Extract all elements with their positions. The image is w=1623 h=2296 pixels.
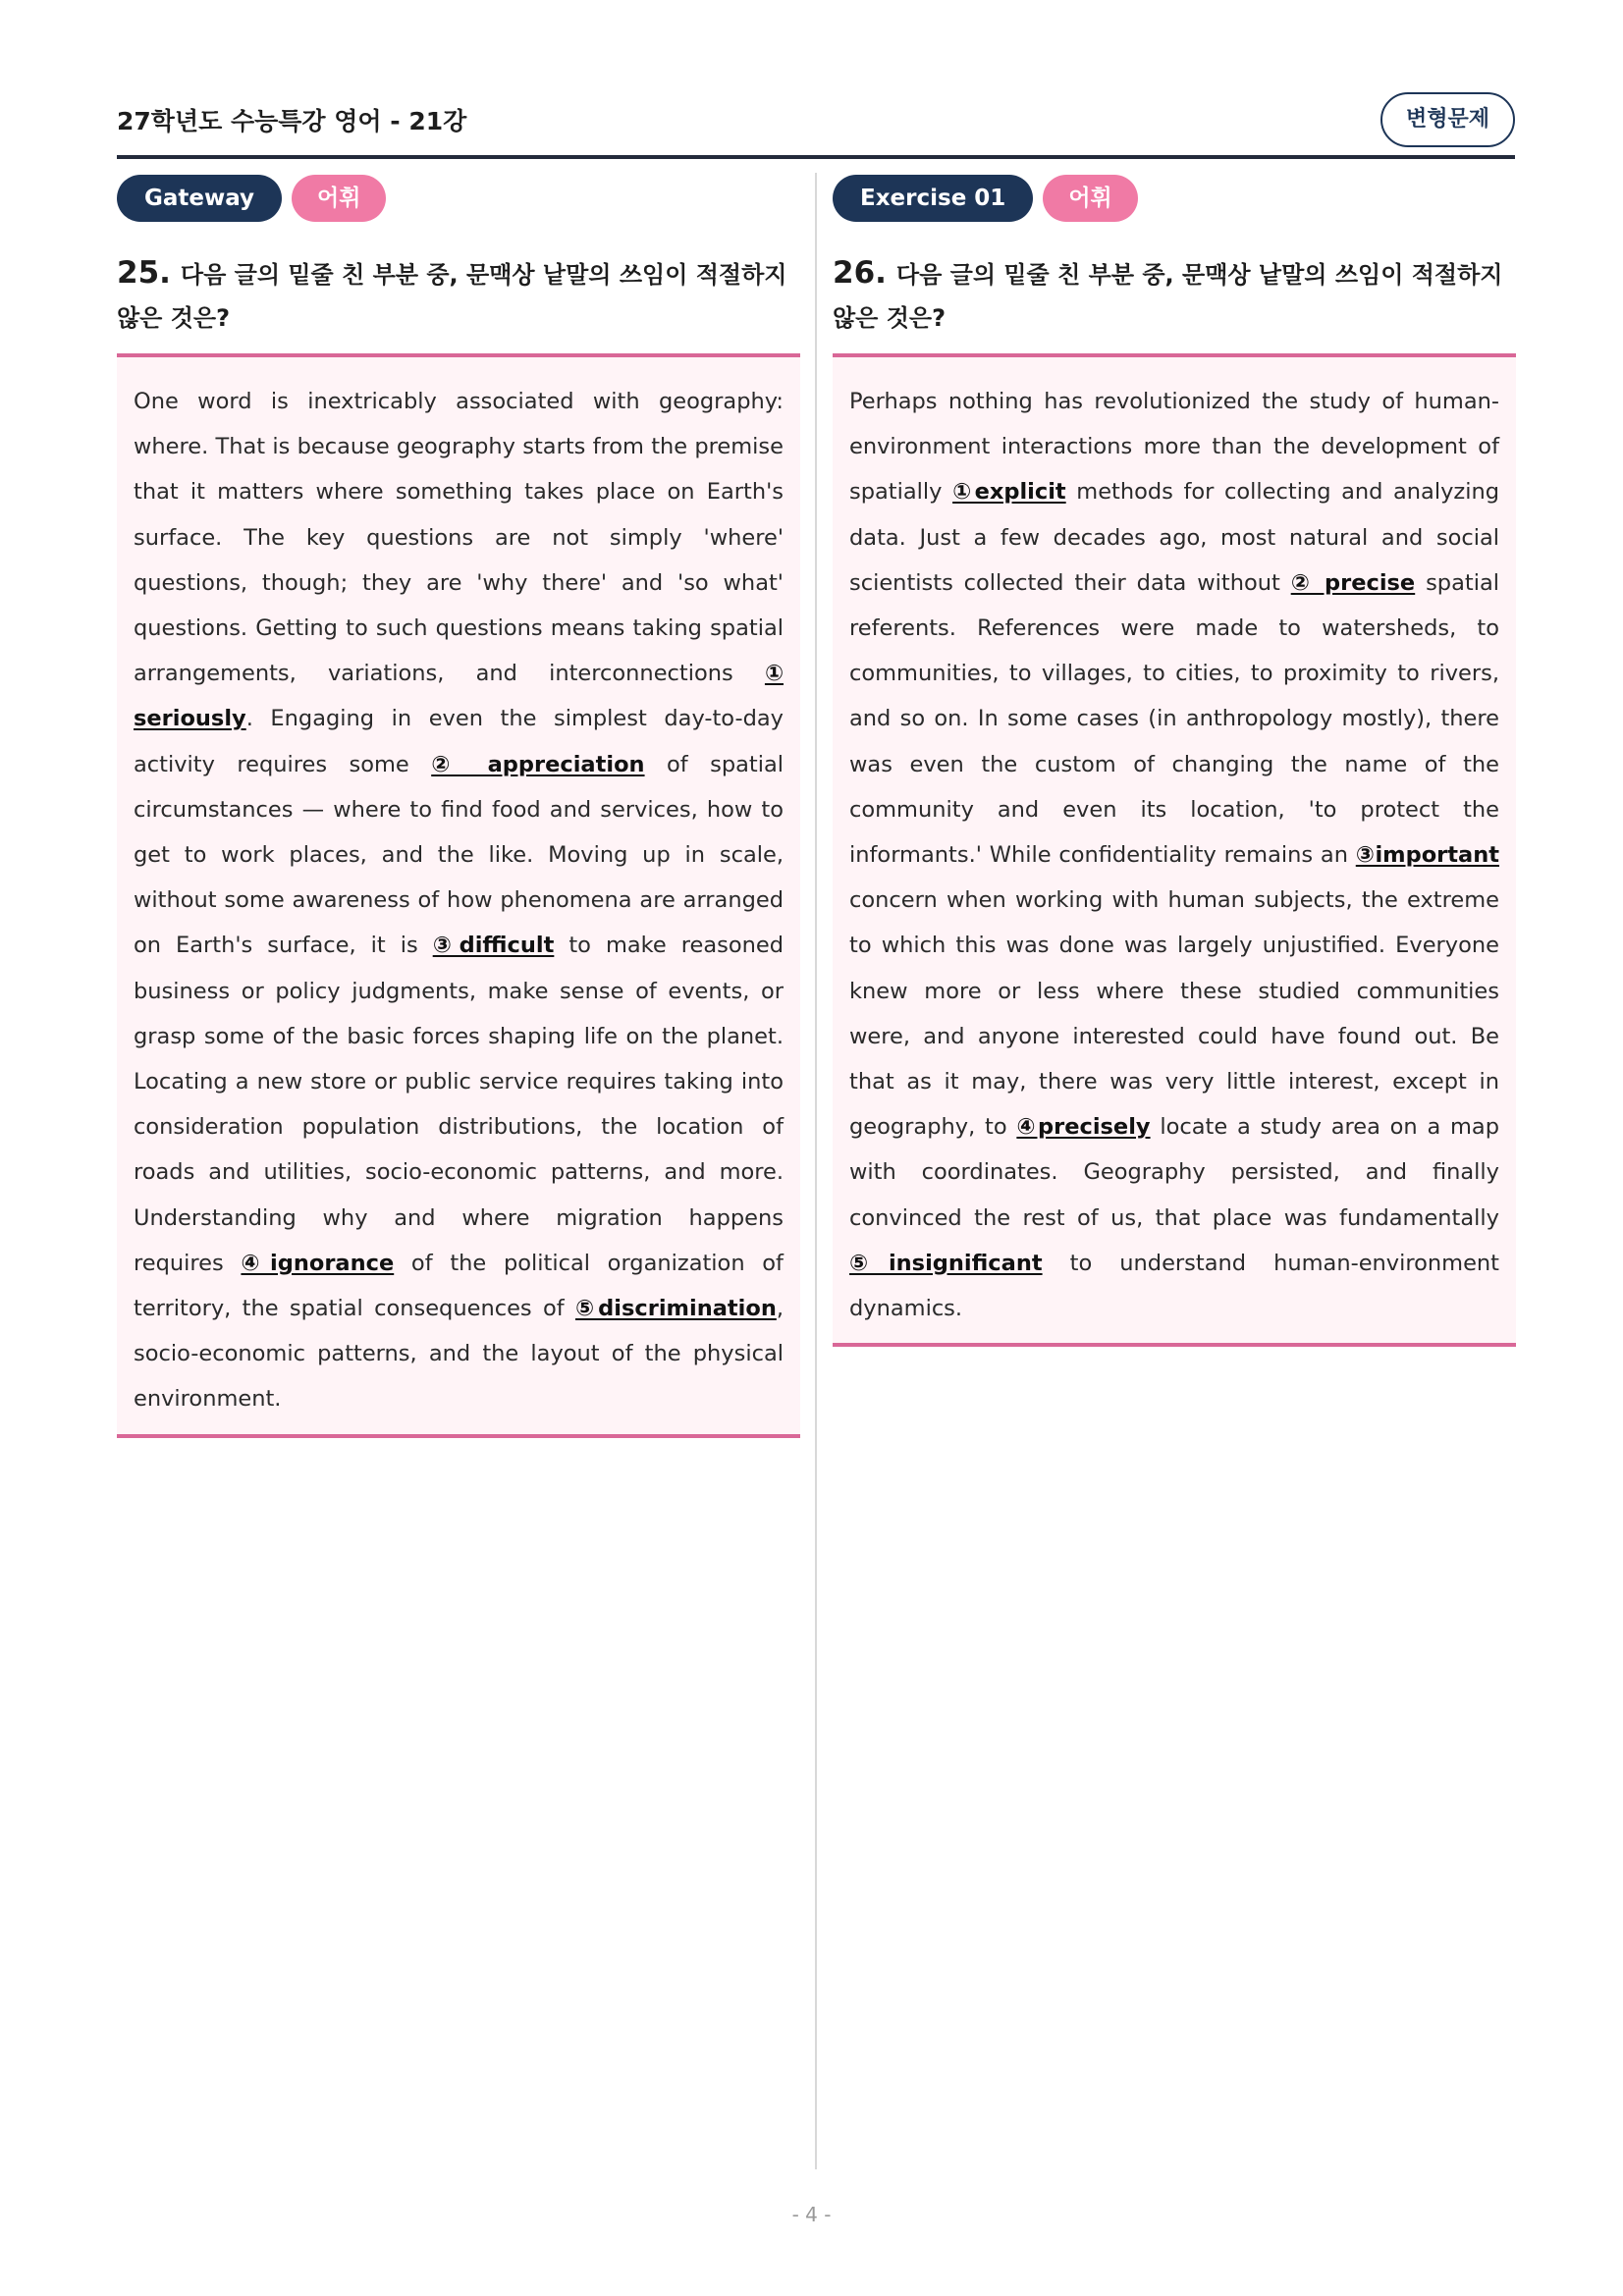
tag-gateway: Gateway [117,175,282,222]
passage-bottom-rule [117,1434,800,1438]
right-column [833,175,1516,1347]
underlined-choice-3: ③important [1355,842,1499,869]
underlined-choice-1: ①explicit [952,479,1066,506]
tag-exercise: Exercise 01 [833,175,1033,222]
question-text: 다음 글의 밑줄 친 부분 중, 문맥상 낱말의 쓰임이 적절하지 않은 것은? [833,261,1503,332]
left-column [117,175,800,1438]
underlined-choice-2: ② appreciation [431,751,645,777]
question-25 [117,251,800,340]
underlined-choice-5: ⑤insignificant [849,1250,1043,1276]
passage-bottom-rule [833,1343,1516,1347]
passage-26 [833,357,1516,1343]
tag-vocabulary: 어휘 [1043,175,1137,222]
passage-text: , socio-economic patterns, and the layout of the physical environment. [134,1296,784,1413]
underlined-choice-4: ④precisely [1016,1114,1151,1141]
underlined-choice-1: ① seriously [134,661,784,732]
underlined-choice-5: ⑤discrimination [574,1296,777,1322]
passage-text: methods for collecting and analyzing data. Just a few decades ago, most natural and social scientists collected their data without [849,479,1500,596]
tag-vocabulary: 어휘 [292,175,386,222]
header-rule [117,155,1515,159]
passage-text: locate a study area on a map with coordinates. Geography persisted, and finally convinced the rest of us, that place was fundamentally [849,1114,1499,1231]
underlined-choice-4: ④ignorance [241,1250,395,1276]
page-header [117,92,1515,161]
passage-text: to understand human-environment dynamics. [849,1250,1499,1322]
question-number: 25. [117,255,171,291]
passage-text: Perhaps nothing has revolutionized the study of human-environment interactions more than the development of spatially [849,389,1499,506]
passage-text: . Engaging in even the simplest day-to-day activity requires some [134,706,784,777]
underlined-choice-2: ② precise [1290,569,1416,596]
left-tags [117,175,800,222]
passage-text: spatial referents. References were made to watersheds, to communities, to villages, to cities, to proximity to rivers, and so on. In some cases (in anthropology mostly), there was even the custom of changing the name of the community and even its location, 'to protect the informants.' While confidentiality remains an [849,569,1499,869]
passage-text: of the political organization of territory, the spatial consequences of [134,1250,784,1322]
passage-text: concern when working with human subjects, the extreme to which this was done was largely unjustified. Everyone knew more or less where these studied communities were, and anyone interested could have found out. Be that as it may, there was very little interest, except in geography, to [849,887,1499,1141]
question-text: 다음 글의 밑줄 친 부분 중, 문맥상 낱말의 쓰임이 적절하지 않은 것은? [117,261,787,332]
question-26 [833,251,1516,340]
passage-text: One word is inextricably associated with geography: where. That is because geography starts from the premise that it matters where something takes place on Earth's surface. The key questions are not simply 'where' questions, though; they are 'why there' and 'so what' questions. Getting to such questions means taking spatial arrangements, variations, and interconnections [134,389,784,687]
page-number: - 4 - [791,2203,832,2226]
passage-text: to make reasoned business or policy judgments, make sense of events, or grasp some of the basic forces shaping life on the planet. Locating a new store or public service requires taking into consideration population distributions, the location of roads and utilities, socio-economic patterns, and more. Understanding why and where migration happens requires [134,933,784,1276]
variant-badge: 변형문제 [1380,92,1515,147]
document-title: 27학년도 수능특강 영어 - 21강 [117,107,467,135]
underlined-choice-3: ③difficult [432,933,555,959]
question-number: 26. [833,255,887,291]
passage-25 [117,357,800,1434]
column-divider [815,173,817,2169]
passage-text: of spatial circumstances — where to find food and services, how to get to work places, and the like. Moving up in scale, without some awareness of how phenomena are arranged on Earth's surface, it is [134,751,784,959]
right-tags [833,175,1516,222]
